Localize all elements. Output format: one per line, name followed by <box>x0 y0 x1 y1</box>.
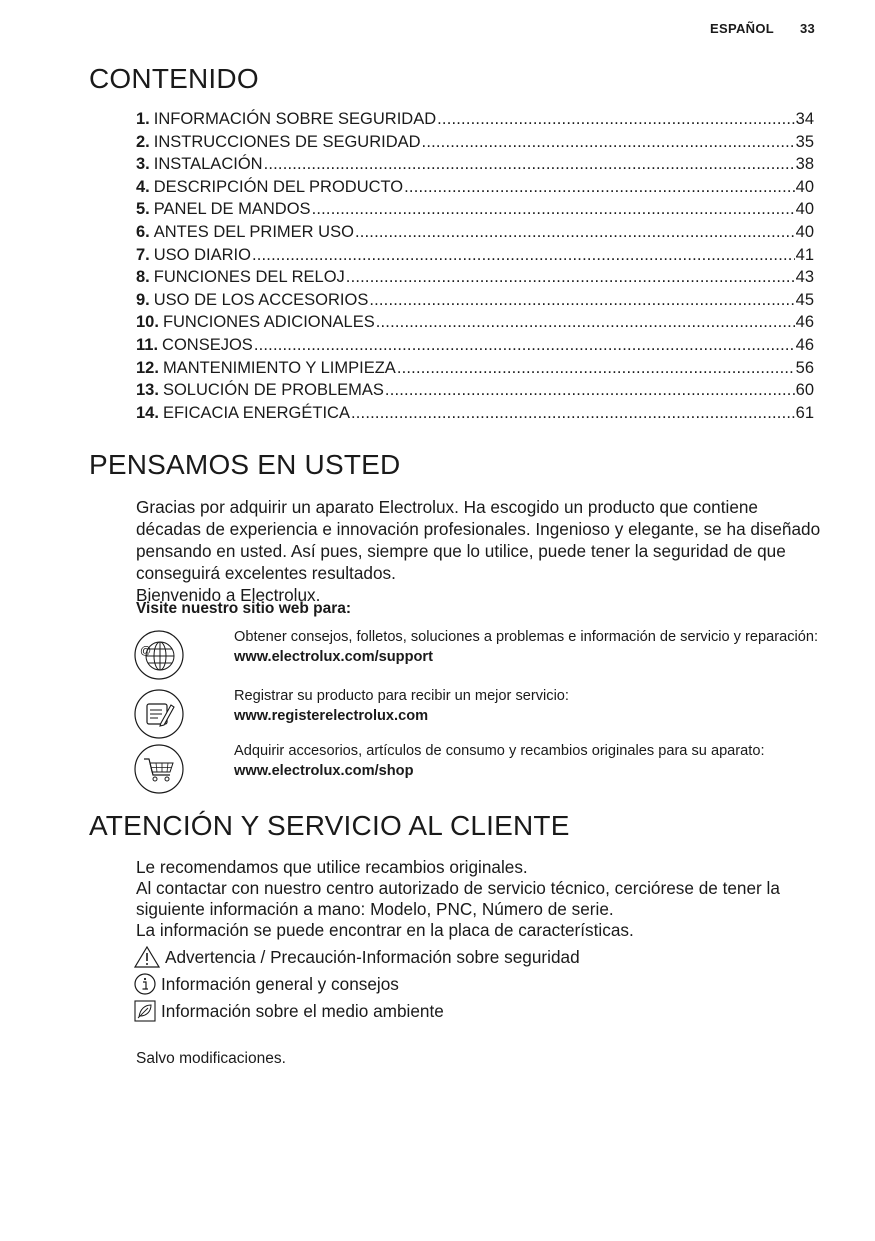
toc-item-6[interactable] <box>136 223 814 246</box>
toc-item-12[interactable] <box>136 359 814 382</box>
toc-label: FUNCIONES ADICIONALES <box>162 313 375 332</box>
toc-page: 46 <box>795 313 814 332</box>
environment-icon <box>134 1000 156 1022</box>
register-link[interactable]: www.registerelectrolux.com <box>234 707 429 724</box>
toc-page: 38 <box>795 155 814 174</box>
register-icon <box>134 689 184 739</box>
language-label: ESPAÑOL <box>710 21 775 36</box>
toc-leader <box>312 200 795 219</box>
toc-leader <box>264 155 795 174</box>
care-title: ATENCIÓN Y SERVICIO AL CLIENTE <box>89 810 570 841</box>
toc-label: INFORMACIÓN SOBRE SEGURIDAD <box>153 110 437 128</box>
toc-label: INSTRUCCIONES DE SEGURIDAD <box>153 132 421 151</box>
toc-leader <box>254 336 795 355</box>
care-paragraph <box>136 857 826 941</box>
toc-leader <box>346 268 795 287</box>
toc-item-4[interactable] <box>136 178 814 201</box>
toc-page: 35 <box>795 132 814 151</box>
service-text <box>234 628 824 667</box>
toc-item-14[interactable] <box>136 404 814 427</box>
toc-label: PANEL DE MANDOS <box>153 200 311 219</box>
toc-number: 7. <box>136 245 150 264</box>
toc-number: 10. <box>136 313 159 332</box>
toc-item-11[interactable] <box>136 336 814 359</box>
toc-number: 13. <box>136 381 159 400</box>
toc-leader <box>252 246 795 265</box>
toc-item-8[interactable] <box>136 268 814 291</box>
toc-number: 4. <box>136 177 150 196</box>
toc-label: DESCRIPCIÓN DEL PRODUCTO <box>153 177 404 196</box>
toc-page: 43 <box>795 268 814 287</box>
legend-warning <box>134 946 580 968</box>
toc-label: CONSEJOS <box>162 335 253 354</box>
toc-leader <box>404 178 795 197</box>
support-link[interactable]: www.electrolux.com/support <box>234 648 433 665</box>
toc-item-10[interactable] <box>136 313 814 336</box>
toc-page: 61 <box>795 403 814 422</box>
legend-text: Advertencia / Precaución-Información sobre seguridad <box>165 946 580 967</box>
globe-icon <box>134 630 184 680</box>
toc-item-13[interactable] <box>136 381 814 404</box>
toc-number: 9. <box>136 290 150 309</box>
toc-item-9[interactable] <box>136 291 814 314</box>
toc-page: 46 <box>795 335 814 354</box>
toc-label: INSTALACIÓN <box>153 155 263 174</box>
visit-label: Visite nuestro sitio web para: <box>136 600 352 617</box>
welcome-text: Bienvenido a Electrolux. <box>136 585 321 605</box>
toc-item-5[interactable] <box>136 200 814 223</box>
page-header <box>710 21 815 36</box>
care-line-2: Al contactar con nuestro centro autorizado de servicio técnico, cerciórese de tener la siguiente información a mano: Modelo, PNC, Número de serie. <box>136 878 780 919</box>
svg-text:@: @ <box>140 645 152 657</box>
toc-label: SOLUCIÓN DE PROBLEMAS <box>162 381 384 400</box>
toc-item-1[interactable] <box>136 110 814 133</box>
service-text <box>234 742 824 781</box>
toc-number: 3. <box>136 155 150 174</box>
thinking-title: PENSAMOS EN USTED <box>89 449 401 480</box>
info-icon <box>134 973 156 995</box>
toc-page: 40 <box>795 222 814 241</box>
warning-icon <box>134 946 160 968</box>
shop-link[interactable]: www.electrolux.com/shop <box>234 762 414 779</box>
toc-page: 56 <box>795 358 814 377</box>
toc-number: 11. <box>136 335 159 354</box>
toc-label: FUNCIONES DEL RELOJ <box>153 268 345 287</box>
toc-number: 6. <box>136 222 150 241</box>
toc-number: 8. <box>136 268 150 287</box>
toc-leader <box>369 291 794 310</box>
toc-page: 40 <box>795 177 814 196</box>
legend-environment <box>134 1000 444 1022</box>
toc-leader <box>351 404 795 423</box>
service-description: Obtener consejos, folletos, soluciones a problemas e información de servicio y reparación: <box>234 629 819 645</box>
legend-info <box>134 973 399 995</box>
table-of-contents <box>136 110 814 426</box>
toc-page: 40 <box>795 200 814 219</box>
toc-page: 45 <box>795 290 814 309</box>
toc-label: ANTES DEL PRIMER USO <box>153 222 354 241</box>
service-description: Adquirir accesorios, artículos de consumo y recambios originales para su aparato: <box>234 743 765 759</box>
care-line-3: La información se puede encontrar en la placa de características. <box>136 920 634 940</box>
legend-text: Información sobre el medio ambiente <box>161 1000 444 1021</box>
care-line-1: Le recomendamos que utilice recambios originales. <box>136 857 528 877</box>
toc-page: 60 <box>795 381 814 400</box>
toc-leader <box>355 223 795 242</box>
toc-label: EFICACIA ENERGÉTICA <box>162 403 350 422</box>
toc-label: USO DE LOS ACCESORIOS <box>153 290 369 309</box>
toc-page: 41 <box>795 245 814 264</box>
toc-label: MANTENIMIENTO Y LIMPIEZA <box>162 358 396 377</box>
toc-number: 2. <box>136 132 150 151</box>
footer-note: Salvo modificaciones. <box>136 1050 286 1067</box>
contents-title: CONTENIDO <box>89 63 259 94</box>
intro-text: Gracias por adquirir un aparato Electrolux. Ha escogido un producto que contiene décadas de experiencia e innovación profesionales. Ingenioso y elegante, se ha diseñado pensando en usted. Así pues, siempre que lo utilice, puede tener la seguridad de que conseguirá excelentes resultados. <box>136 497 821 583</box>
legend-text: Información general y consejos <box>161 973 399 994</box>
toc-label: USO DIARIO <box>153 245 251 264</box>
page-number: 33 <box>799 21 815 36</box>
toc-number: 5. <box>136 200 150 219</box>
intro-paragraph <box>136 496 826 606</box>
toc-item-7[interactable] <box>136 246 814 269</box>
toc-leader <box>422 133 795 152</box>
toc-leader <box>397 359 795 378</box>
toc-leader <box>437 110 795 129</box>
toc-item-2[interactable] <box>136 133 814 156</box>
toc-number: 12. <box>136 358 159 377</box>
toc-page: 34 <box>795 110 814 128</box>
toc-number: 1. <box>136 110 150 128</box>
cart-icon <box>134 744 184 794</box>
toc-leader <box>376 313 795 332</box>
service-description: Registrar su producto para recibir un mejor servicio: <box>234 688 569 704</box>
toc-item-3[interactable] <box>136 155 814 178</box>
toc-number: 14. <box>136 403 159 422</box>
service-text <box>234 687 824 726</box>
toc-leader <box>385 381 795 400</box>
